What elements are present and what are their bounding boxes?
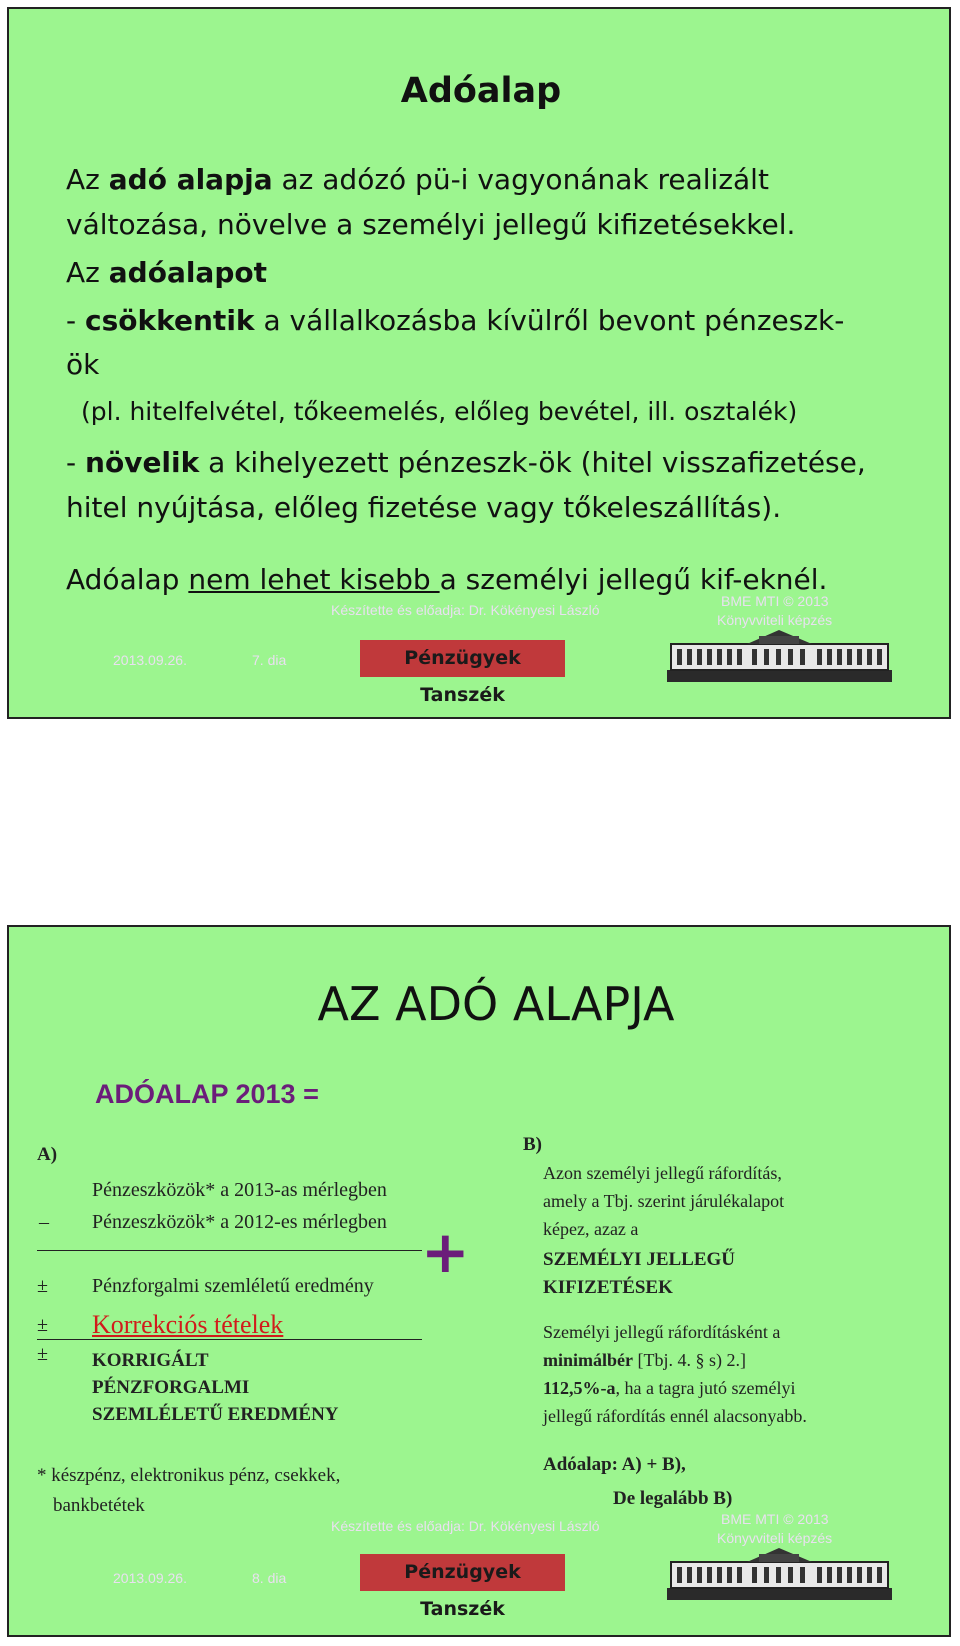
slide-number: 7. dia — [252, 652, 287, 668]
a-line-2: Pénzeszközök* a 2012-es mérlegben — [92, 1211, 387, 1233]
slide-date: 2013.09.26. — [113, 652, 187, 668]
course-name: Könyvviteli képzés — [717, 612, 833, 628]
slide-number: 8. dia — [252, 1570, 287, 1586]
footnote-line-1: * készpénz, elektronikus pénz, csekkek, — [37, 1465, 341, 1486]
text-line: ök — [66, 348, 100, 381]
course-name: Könyvviteli képzés — [717, 1530, 833, 1546]
text-line: Az adó alapja az adózó pü-i vagyonának realizált — [66, 163, 769, 196]
minus-sign: – — [39, 1211, 49, 1233]
text-line: - növelik a kihelyezett pénzeszk-ök (hitel visszafizetése, — [66, 446, 866, 479]
copyright-text: BME MTI © 2013 — [721, 1511, 829, 1527]
university-building-icon — [667, 630, 892, 682]
divider-line — [37, 1339, 422, 1340]
slide-8 — [7, 925, 951, 1637]
text-line: Adóalap nem lehet kisebb a személyi jellegű kif-eknél. — [66, 563, 828, 596]
a-line-3: Pénzforgalmi szemléletű eredmény — [92, 1275, 374, 1297]
plus-minus-sign: ± — [37, 1275, 48, 1297]
slide-title: AZ ADÓ ALAPJA — [317, 977, 675, 1031]
plus-minus-sign: ± — [37, 1314, 48, 1336]
text-line: hitel nyújtása, előleg fizetése vagy tőkeleszállítás). — [66, 491, 782, 524]
slide-date: 2013.09.26. — [113, 1570, 187, 1586]
section-b-label: B) — [523, 1134, 542, 1155]
copyright-text: BME MTI © 2013 — [721, 593, 829, 609]
university-building-icon — [667, 1548, 892, 1600]
section-a-label: A) — [37, 1144, 58, 1165]
slide-7 — [7, 7, 951, 719]
text-line: - csökkentik a vállalkozásba kívülről bevont pénzeszk- — [66, 304, 845, 337]
author-credit: Készítette és előadja: Dr. Kökényesi László — [331, 602, 600, 618]
text-line: (pl. hitelfelvétel, tőkeemelés, előleg bevétel, ill. osztalék) — [81, 397, 798, 426]
text-line: változása, növelve a személyi jellegű kifizetésekkel. — [66, 208, 796, 241]
corrected-result: KORRIGÁLT PÉNZFORGALMI SZEMLÉLETŰ EREDMÉNY — [92, 1350, 339, 1425]
text-line: Az adóalapot — [66, 256, 267, 289]
author-credit: Készítette és előadja: Dr. Kökényesi László — [331, 1518, 600, 1534]
formula-heading: ADÓALAP 2013 = — [95, 1079, 319, 1109]
department-logo: Pénzügyek Tanszék — [360, 640, 565, 677]
plus-minus-sign: ± — [37, 1343, 48, 1365]
a-line-1: Pénzeszközök* a 2013-as mérlegben — [92, 1179, 387, 1201]
minimum-wage-note: Személyi jellegű ráfordításként a minimálbér [Tbj. 4. § s) 2.] 112,5%-a, ha a tagra jutó személyi jellegű ráfordítás ennél alacsonyabb. — [543, 1322, 807, 1426]
divider-line — [37, 1250, 422, 1251]
b-description: Azon személyi jellegű ráfordítás, amely a Tbj. szerint járulékalapot képez, azaz a — [543, 1163, 785, 1239]
footnote-line-2: bankbetétek — [53, 1495, 145, 1516]
department-logo: Pénzügyek Tanszék — [360, 1554, 565, 1591]
personal-payments: SZEMÉLYI JELLEGŰ KIFIZETÉSEK — [543, 1249, 736, 1298]
slide-title: Adóalap — [400, 71, 562, 111]
plus-icon: + — [421, 1218, 470, 1286]
tax-base-minimum: De legalább B) — [613, 1488, 733, 1509]
tax-base-formula: Adóalap: A) + B), — [543, 1454, 686, 1475]
correction-items: Korrekciós tételek — [92, 1310, 284, 1339]
